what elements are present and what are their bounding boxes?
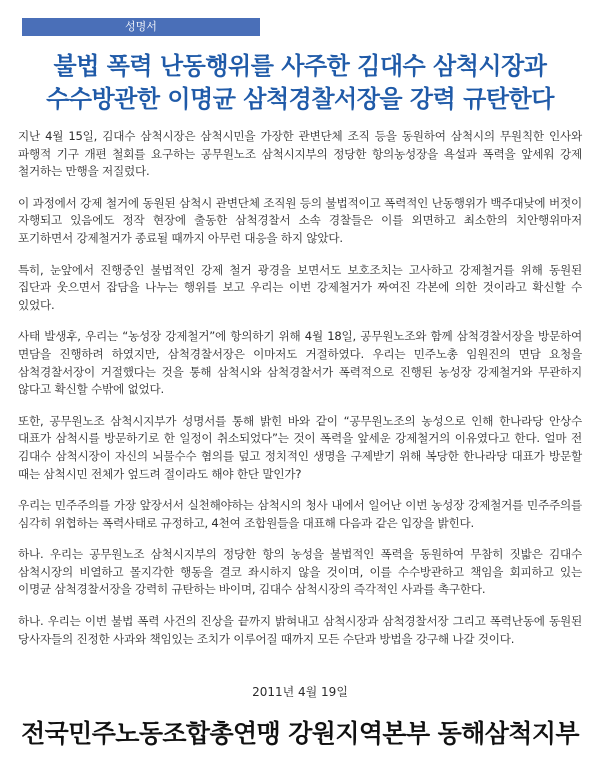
resolution-paragraph: 하나. 우리는 이번 불법 폭력 사건의 진상을 끝까지 밝혀내고 삼척시장과 삼척경찰서장 그리고 폭력난동에 동원된 당사자들의 진정한 사과와 책임있는 조치가 이루어질 때까지 모든 수단과 방법을 강구해 나갈 것이다. [18,614,582,646]
paragraph: 이 과정에서 강제 철거에 동원된 삼척시 관변단체 조직원 등의 불법적이고 폭력적인 난동행위가 백주대낮에 버젓이 자행되고 있음에도 정작 현장에 출동한 삼척경찰서 소속 경찰들은 이를 외면하고 최소한의 치안행위마저 포기하면서 강제철거가 종료될 때까지 아무런 대응을 하지 않았다. [18,195,582,245]
statement-date: 2011년 4월 19일 [252,685,348,699]
paragraph: 또한, 공무원노조 삼척시지부가 성명서를 통해 밝힌 바와 같이 “공무원노조의 농성으로 인해 한나라당 안상수 대표가 삼척시를 방문하기로 한 일정이 취소되었다”는 것이 폭력을 앞세운 강제철거의 이유였다고 한다. 얼마 전 김대수 삼척시장이 자신의 뇌물수수 혐의를 덮고 정치적인 생명을 구제받기 위해 복당한 한나라당 대표가 방문할 때는 삼척시민 전체가 엎드려 절이라도 해야 한단 말인가? [18,413,582,481]
paragraph: 특히, 눈앞에서 진행중인 불법적인 강제 철거 광경을 보면서도 보호조치는 고사하고 강제철거를 위해 동원된 집단과 웃으면서 잡담을 나누는 행위를 보고 우리는 이번 강제철거가 짜여진 각본에 의한 것이라고 확신할 수 있었다. [18,262,582,312]
statement-tag: 성명서 [22,18,260,36]
paragraph: 사태 발생후, 우리는 “농성장 강제철거”에 항의하기 위해 4월 18일, 공무원노조와 함께 삼척경찰서장을 방문하여 면담을 진행하려 하였지만, 삼척경찰서장은 이마저도 거절하였다. 우리는 민주노총 임원진의 면담 요청을 삼척경찰서장이 거절했다는 것을 통해 삼척시와 삼척경찰서가 폭력적으로 진행된 농성장 강제철거와 무관하지 않다고 확신할 수밖에 없었다. [18,329,582,397]
paragraph: 우리는 민주주의를 가장 앞장서서 실천해야하는 삼척시의 청사 내에서 일어난 이번 농성장 강제철거를 민주주의를 심각히 위협하는 폭력사태로 규정하고, 4천여 조합원들을 대표해 다음과 같은 입장을 밝힌다. [18,498,582,530]
title-line-2: 수수방관한 이명균 삼척경찰서장을 강력 규탄한다 [46,85,554,113]
statement-body [18,128,582,662]
paragraph: 지난 4월 15일, 김대수 삼척시장은 삼척시민을 가장한 관변단체 조직 등을 동원하여 삼척시의 무원칙한 인사와 파행적 기구 개편 철회를 요구하는 공무원노조 삼척시지부의 정당한 항의농성장을 욕설과 폭력을 앞세워 강제 철거하는 만행을 저질렀다. [18,129,582,179]
resolution-paragraph: 하나. 우리는 공무원노조 삼척시지부의 정당한 항의 농성을 불법적인 폭력을 동원하여 무참히 짓밟은 김대수 삼척시장의 비열하고 몰지각한 행동을 결코 좌시하지 않을 것이며, 이를 수수방관하고 책임을 회피하고 있는 이명균 삼척경찰서장을 강력히 규탄하는 바이며, 김대수 삼척시장의 즉각적인 사과를 촉구한다. [18,547,582,597]
organization-signature: 전국민주노동조합총연맹 강원지역본부 동해삼척지부 [21,719,579,748]
title-line-1: 불법 폭력 난동행위를 사주한 김대수 삼척시장과 [53,52,547,80]
page-title [0,50,600,116]
